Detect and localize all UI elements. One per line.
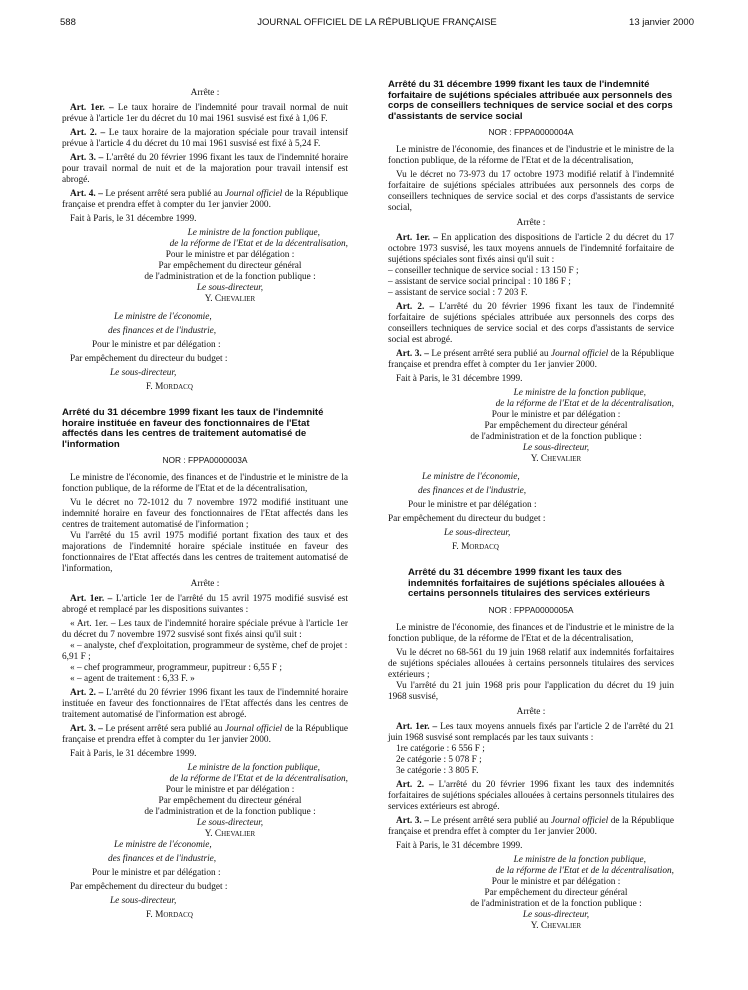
delegation-line: Pour le ministre et par délégation :	[491, 876, 621, 887]
rate-list	[62, 641, 348, 685]
arrete-heading: Arrête :	[516, 706, 546, 717]
signatory-title: des finances et de l'industrie,	[108, 854, 217, 864]
journal-ref: Journal officiel	[551, 349, 609, 359]
signatory-title: Le ministre de la fonction publique,	[187, 763, 320, 773]
article-2	[388, 302, 674, 346]
article-3	[388, 349, 674, 371]
article-3	[62, 153, 348, 186]
article-text: L'arrêté du 20 février 1996 fixant les taux de l'indemnité forfaitaire de sujétions spéciales attribuée aux personnels des corps des conseillers techniques de service social et des corps d'assistants de service social est abrogé.	[388, 302, 675, 345]
nor-reference: NOR : FPPA0000003A	[162, 455, 248, 465]
signatory-title: Le sous-directeur,	[196, 283, 264, 293]
article-text: Le présent arrêté sera publié au	[105, 724, 223, 734]
signatory-name: Y. Chevalier	[204, 829, 256, 839]
article-label: Art. 1er. –	[70, 103, 114, 113]
article-label: Art. 1er. –	[396, 721, 438, 732]
article-text: L'arrêté du 20 février 1996 fixant les taux des indemnités forfaitaires de sujétions spéciales allouées à certains personnels titulaires des services extérieurs est abrogé.	[388, 779, 675, 812]
article-text: Les taux moyens annuels fixés par l'article 2 de l'arrêté du 21 juin 1968 susvisé sont remplacés par les taux suivants :	[388, 721, 674, 743]
list-item: 1re catégorie : 6 556 F ;	[396, 743, 485, 754]
signatory-title: Le sous-directeur,	[444, 528, 511, 538]
preamble: Le ministre de l'économie, des finances et de l'industrie et le ministre de la fonction publique, de la réforme de l'Etat et de la décentralisation,	[388, 145, 674, 166]
signatory-name: Y. Chevalier	[530, 920, 582, 931]
article-label: Art. 2. –	[70, 688, 104, 698]
rate-list	[388, 744, 674, 777]
article-text: L'article 1er de l'arrêté du 15 avril 1975 modifié susvisé est abrogé et remplacé par les dispositions suivantes :	[62, 594, 349, 615]
signatory-name: Y. Chevalier	[204, 294, 256, 304]
fait-line: Fait à Paris, le 31 décembre 1999.	[70, 749, 197, 759]
signatory-name: F. Mordacq	[146, 910, 193, 920]
article-2	[62, 688, 348, 721]
article-label: Art. 2. –	[396, 779, 434, 790]
article-text: de la République française et prendra effet à compter du 1er janvier 2000.	[62, 189, 349, 210]
signatory-title: Le ministre de la fonction publique,	[513, 388, 646, 398]
signatory-title: Le ministre de l'économie,	[114, 312, 212, 322]
delegation-line: de l'administration et de la fonction publique :	[144, 272, 316, 282]
arrete-heading: Arrête :	[516, 218, 546, 228]
rate-list	[388, 266, 674, 299]
article-text: de la République française et prendra effet à compter du 1er janvier 2000.	[388, 815, 675, 837]
article-label: Art. 1er. –	[70, 594, 113, 604]
article-text: Le taux horaire de l'indemnité pour travail normal de nuit prévue à l'article 1er du décret du 10 mai 1961 susvisé est fixé à 1,06 F.	[62, 103, 349, 124]
list-item: « – chef programmeur, programmeur, pupitreur : 6,55 F ;	[70, 663, 282, 673]
fait-line: Fait à Paris, le 31 décembre 1999.	[396, 374, 523, 384]
signatory-name: Y. Chevalier	[530, 454, 582, 464]
delegation-line: Par empêchement du directeur général	[158, 261, 302, 271]
signatory-name: F. Mordacq	[452, 542, 499, 552]
list-item: « – agent de traitement : 6,33 F. »	[70, 674, 195, 684]
signatory-title: de la réforme de l'Etat et de la décentralisation,	[169, 239, 348, 249]
signatory-title: Le sous-directeur,	[110, 368, 177, 378]
signatory-title: de la réforme de l'Etat et de la décentralisation,	[495, 865, 674, 876]
list-item: – assistant de service social principal : 10 186 F ;	[388, 277, 571, 287]
article-1	[62, 103, 348, 125]
signatory-title: Le ministre de l'économie,	[422, 472, 520, 482]
issue-date: 13 janvier 2000	[629, 17, 694, 28]
article-label: Art. 3. –	[396, 349, 429, 359]
delegation-line: de l'administration et de la fonction publique :	[470, 898, 642, 909]
journal-ref: Journal officiel	[225, 724, 283, 734]
article-4	[62, 189, 348, 211]
visa: Vu le décret no 68-561 du 19 juin 1968 relatif aux indemnités forfaitaires de sujétions spéciales allouées à certains personnels titulaires des services extérieurs ;	[388, 647, 674, 680]
signatory-title: Le ministre de la fonction publique,	[513, 854, 646, 865]
article-text: de la République française et prendra effet à compter du 1er janvier 2000.	[388, 349, 675, 370]
article-text: L'arrêté du 20 février 1996 fixant les taux de l'indemnité horaire pour travail normal de nuit et de la majoration pour travail intensif est abrogé.	[62, 153, 348, 185]
article-1	[388, 722, 674, 744]
article-1	[62, 594, 348, 616]
arrete-heading: Arrête :	[190, 88, 220, 98]
signatory-title: Le sous-directeur,	[522, 443, 590, 453]
decree-title: Arrêté du 31 décembre 1999 fixant les taux de l'indemnité forfaitaire de sujétions spéciales attribuée aux personnels des corps de conseillers techniques de service social et des corps d'assistants de service social	[388, 79, 673, 122]
article-text: Le présent arrêté sera publié au	[431, 349, 549, 359]
signatory-name: F. Mordacq	[146, 382, 193, 392]
fait-line: Fait à Paris, le 31 décembre 1999.	[396, 840, 523, 851]
arrete-heading: Arrête :	[190, 579, 220, 589]
fait-line: Fait à Paris, le 31 décembre 1999.	[70, 214, 197, 224]
page-header	[60, 17, 694, 31]
article-text: En application des dispositions de l'article 2 du décret du 17 octobre 1973 susvisé, les taux moyens annuels de l'indemnité forfaitaire de sujétions spéciales sont fixés ainsi qu'il suit :	[388, 233, 674, 265]
list-item: – assistant de service social : 7 203 F.	[388, 288, 528, 298]
quoted-article: « Art. 1er. – Les taux de l'indemnité horaire spéciale prévue à l'article 1er du décret du 7 novembre 1972 susvisé sont fixés ainsi qu'il suit :	[62, 619, 348, 640]
list-item: – conseiller technique de service social : 13 150 F ;	[388, 266, 579, 276]
delegation-line: Par empêchement du directeur du budget :	[388, 514, 546, 524]
visa: Vu le décret no 72-1012 du 7 novembre 1972 modifié instituant une indemnité horaire en faveur des fonctionnaires de l'Etat affectés dans les centres de traitement automatisé de l'information ;	[62, 498, 348, 530]
article-2	[62, 128, 348, 150]
signature-block	[62, 763, 348, 921]
article-1	[388, 233, 674, 266]
delegation-line: Par empêchement du directeur général	[484, 887, 628, 898]
article-text: Le taux horaire de la majoration spéciale pour travail intensif prévue à l'article 4 du décret du 10 mai 1961 susvisé est fixé à 5,24 F.	[62, 128, 348, 149]
signatory-title: des finances et de l'industrie,	[108, 326, 217, 336]
journal-title: JOURNAL OFFICIEL DE LA RÉPUBLIQUE FRANÇAISE	[257, 17, 497, 28]
signatory-title: de la réforme de l'Etat et de la décentralisation,	[169, 774, 348, 784]
signatory-title: Le sous-directeur,	[196, 818, 264, 828]
signature-block	[62, 228, 348, 393]
signatory-title: des finances et de l'industrie,	[418, 486, 527, 496]
preamble: Le ministre de l'économie, des finances et de l'industrie et le ministre de la fonction publique, de la réforme de l'Etat et de la décentralisation,	[62, 473, 348, 494]
decree-title: Arrêté du 31 décembre 1999 fixant les taux des indemnités forfaitaires de sujétions spéciales allouées à certains personnels titulaires des services extérieurs	[408, 567, 665, 599]
delegation-line: de l'administration et de la fonction publique :	[144, 807, 316, 817]
article-text: L'arrêté du 20 février 1996 fixant les taux de l'indemnité horaire instituée en faveur des fonctionnaires de l'Etat affectés dans les centres de traitement automatisé de l'information est abrogé.	[62, 688, 348, 720]
article-label: Art. 3. –	[70, 724, 103, 734]
left-column	[62, 88, 348, 924]
visa: Vu l'arrêté du 21 juin 1968 pris pour l'application du décret du 19 juin 1968 susvisé,	[388, 680, 674, 702]
list-item: 3e catégorie : 3 805 F.	[396, 765, 479, 776]
preamble: Le ministre de l'économie, des finances et de l'industrie et le ministre de la fonction publique, de la réforme de l'Etat et de la décentralisation,	[388, 622, 674, 644]
delegation-line: Pour le ministre et par délégation :	[92, 340, 221, 350]
delegation-line: de l'administration et de la fonction publique :	[470, 432, 642, 442]
right-column	[388, 80, 674, 932]
signature-block	[388, 855, 674, 932]
delegation-line: Par empêchement du directeur du budget :	[70, 882, 228, 892]
article-label: Art. 3. –	[396, 815, 429, 826]
signature-block	[388, 388, 674, 553]
delegation-line: Par empêchement du directeur général	[484, 421, 628, 431]
delegation-line: Pour le ministre et par délégation :	[491, 410, 621, 420]
article-3	[62, 724, 348, 746]
nor-reference: NOR : FPPA0000004A	[488, 127, 574, 137]
journal-ref: Journal officiel	[225, 189, 283, 199]
list-item: 2e catégorie : 5 078 F ;	[396, 754, 482, 765]
journal-ref: Journal officiel	[551, 815, 609, 826]
visa: Vu l'arrêté du 15 avril 1975 modifié portant fixation des taux et des majorations de l'indemnité horaire spéciale instituée en faveur des fonctionnaires de l'Etat affectés dans les centres de traitement automatisé de l'information,	[62, 531, 348, 574]
signatory-title: Le sous-directeur,	[110, 896, 177, 906]
delegation-line: Par empêchement du directeur général	[158, 796, 302, 806]
delegation-line: Par empêchement du directeur du budget :	[70, 354, 228, 364]
signatory-title: Le ministre de l'économie,	[114, 840, 212, 850]
article-label: Art. 4. –	[70, 189, 103, 199]
delegation-line: Pour le ministre et par délégation :	[165, 785, 295, 795]
article-label: Art. 3. –	[70, 153, 104, 163]
article-label: Art. 2. –	[396, 302, 435, 312]
signatory-title: de la réforme de l'Etat et de la décentralisation,	[495, 399, 674, 409]
visa: Vu le décret no 73-973 du 17 octobre 1973 modifié relatif à l'indemnité forfaitaire de sujétions spéciales attribuées aux personnels des corps de conseillers techniques de service social et des corps d'assistants de service social,	[388, 170, 674, 213]
signatory-title: Le sous-directeur,	[522, 909, 590, 920]
article-text: Le présent arrêté sera publié au	[431, 815, 549, 826]
article-text: de la République française et prendra effet à compter du 1er janvier 2000.	[62, 724, 349, 745]
delegation-line: Pour le ministre et par délégation :	[408, 500, 537, 510]
delegation-line: Pour le ministre et par délégation :	[92, 868, 221, 878]
article-2	[388, 780, 674, 813]
nor-reference: NOR : FPPA0000005A	[488, 604, 574, 615]
decree-title: Arrêté du 31 décembre 1999 fixant les taux de l'indemnité horaire instituée en faveur des fonctionnaires de l'Etat affectés dans les centres de traitement automatisé de l'information	[62, 407, 324, 450]
page-number: 588	[60, 17, 76, 28]
list-item: « – analyste, chef d'exploitation, programmeur de système, chef de projet : 6,91 F ;	[62, 641, 348, 662]
article-text: Le présent arrêté sera publié au	[105, 189, 223, 199]
article-label: Art. 2. –	[70, 128, 106, 138]
delegation-line: Pour le ministre et par délégation :	[165, 250, 295, 260]
signatory-title: Le ministre de la fonction publique,	[187, 228, 320, 238]
article-3	[388, 816, 674, 838]
article-label: Art. 1er. –	[396, 233, 438, 243]
